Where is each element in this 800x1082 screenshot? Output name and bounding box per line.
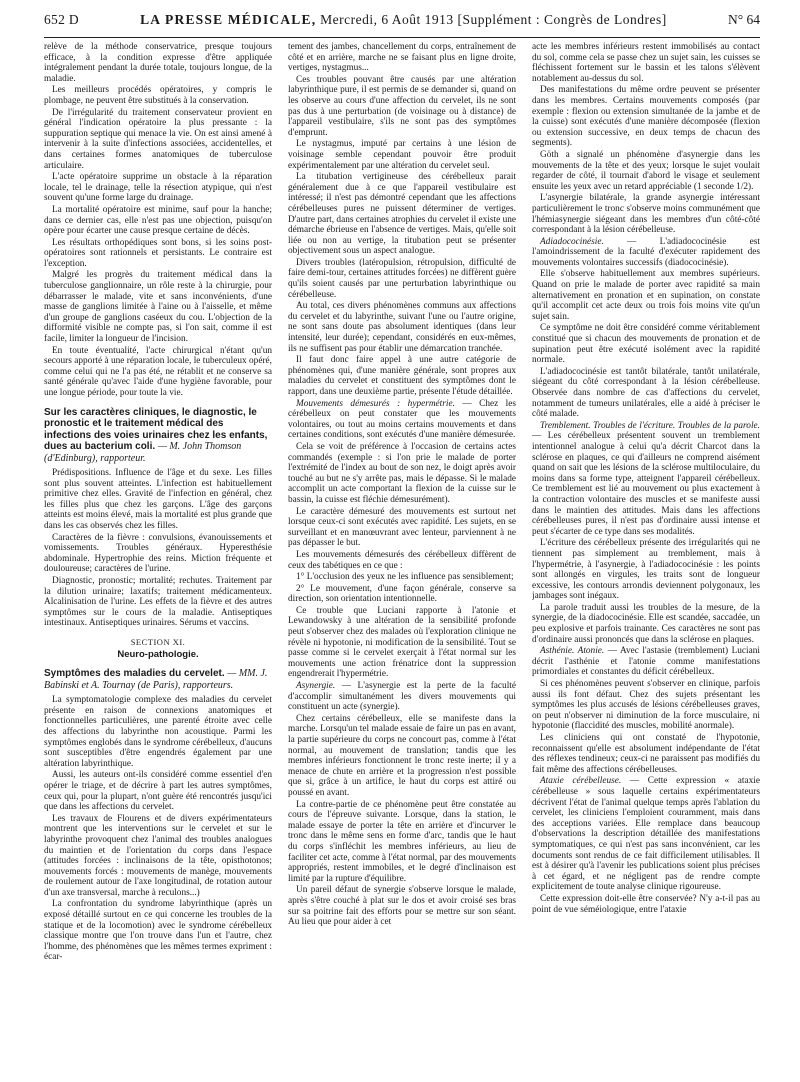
paragraph: 2° Le mouvement, d'une façon générale, conserve sa direction, son orientation intentionnelle. bbox=[288, 583, 516, 605]
paragraph: Ce trouble que Luciani rapporte à l'atonie et Lewandowsky à une altération de la sensibilité profonde peut s'observer chez des malades où l'exploration clinique ne révèle ni hypotonie, ni modification de la sensibilité. Tout se passe comme si le cervelet exerçait à l'état normal sur les mouvements une action frénatrice dont la suppression engendrerait l'hypermétrie. bbox=[288, 605, 516, 680]
paragraph: Les travaux de Flourens et de divers expérimentateurs montrent que les interventions sur le cervelet et sur le labyrinthe provoquent chez l'animal des troubles analogues du maintien et de l'orientation du corps dans l'espace (attitudes forcées : inclinaisons de la tête, opisthotonos; mouvements forcés : mouvements de manège, mouvements de roulement autour de l'axe longitudinal, de rotation autour d'un axe transversal, marche à reculons...) bbox=[44, 813, 272, 898]
paragraph: Un pareil défaut de synergie s'observe lorsque le malade, après s'être couché à plat sur le dos et avoir croisé ses bras sur sa poitrine fait des efforts pour se mettre sur son séant. Au lieu que pour aider à cet bbox=[288, 885, 516, 928]
paragraph: L'écriture des cérébelleux présente des irrégularités qui ne tiennent pas simplement au tremblement, mais à l'hypermétrie, à l'asynergie, à l'adiadococinésie : les points sont allongés en virgules, les traits sont de longueur excessive, les contours arrondis deviennent polygonaux, les jambages sont inégaux. bbox=[532, 538, 760, 602]
paragraph bbox=[288, 399, 516, 441]
paragraph bbox=[532, 421, 760, 538]
journal-name: LA PRESSE MÉDICALE, bbox=[140, 12, 317, 27]
paragraph: Elle s'observe habituellement aux membres supérieurs. Quand on prie le malade de porter avec rapidité sa main alternativement en pronation et en supination, on constate qu'il accomplit cet acte deux ou trois fois moins vite qu'un sujet sain. bbox=[532, 269, 760, 322]
issue-number: N° 64 bbox=[727, 12, 760, 27]
paragraph: Divers troubles (latéropulsion, rétropulsion, difficulté de faire demi-tour, certaines attitudes forcées) ne diffèrent guère qu'ils soient causés par une perturbation labyrinthique ou cérébelleuse. bbox=[288, 257, 516, 300]
paragraph: L'asynergie bilatérale, la grande asynergie intéressant particulièrement le tronc s'observe moins communément que l'hémiasynergie siégeant dans les membres d'un côté-côté correspondant à la lésion cérébelleuse. bbox=[532, 193, 760, 236]
paragraph: La parole traduit aussi les troubles de la mesure, de la synergie, de la diadococinésie. Elle est scandée, saccadée, un peu explosive et parfois trainante. Ces caractères ne sont pas d'ordinaire aussi prononcés que dans la sclérose en plaques. bbox=[532, 602, 760, 645]
paragraph: Ce symptôme ne doit être considéré comme véritablement constitué que si chacun des mouvements de pronation et de supination peut être exécuté isolément avec la rapidité normale. bbox=[532, 323, 760, 366]
article-heading bbox=[44, 668, 272, 691]
paragraph-text: — Cette expression « ataxie cérébelleuse » sous laquelle certains expérimentateurs décrivent l'état de l'animal quelque temps après l'ablation du cervelet, les cliniciens l'emploient couramment, mais dans des acceptions variées. Elle remplace dans beaucoup d'observations la description détaillée des manifestations symptomatiques, ce qui n'est pas sans inconvénient, car les documents sont rendus de ce fait difficilement utilisables. Il est à désirer qu'à l'avenir les publications soient plus précises à cet égard, et ne négligent pas de rendre compte explicitement de toute analyse clinique rigoureuse. bbox=[532, 776, 760, 893]
paragraph: Les résultats orthopédiques sont bons, si les soins post-opératoires sont rationnels et persistants. Le contraire est l'exception. bbox=[44, 237, 272, 269]
paragraph: Cela se voit de préférence à l'occasion de certains actes commandés (exemple : si l'on prie le malade de porter l'extrémité de l'index au bout de son nez, le doigt après avoir touché au but ne s'y arrête pas, mais le dépasse. Si le malade accomplit un acte comportant la flexion de la cuisse sur le bassin, la cuisse est fléchie démesurément). bbox=[288, 441, 516, 505]
paragraph: Diagnostic, pronostic; mortalité; rechutes. Traitement par la dilution urinaire; laxatifs; traitement médicamenteux. Alcalinisation de l'urine. Les effets de la fièvre et des autres symptômes sur le cours de la maladie. Antiseptiques intestinaux. Antiseptiques urinaires. Sérums et vaccins. bbox=[44, 576, 272, 629]
paragraph-text: — Les cérébelleux présentent souvent un tremblement intentionnel analogue à celui qu'a décrit Charcot dans la sclérose en plaques, ce qui d'ailleurs ne comprend aisément quand on sait que les lésions de la sclérose multiloculaire, du moins dans sa forme type, atteignent l'appareil cérébelleux. Ce tremblement est lié au mouvement ou plus exactement à la contraction volontaire des muscles et se manifeste aussi dans le maintien des attitudes. Mais dans les affections cérébelleuses pures, il n'est pas d'ordinaire aussi intense et peut s'écarter de ce type dans ses modalités. bbox=[532, 431, 760, 537]
paragraph: Caractères de la fièvre : convulsions, évanouissements et vomissements. Troubles généraux. Hyperesthésie abdominale. Hypertrophie des reins. Miction fréquente et douloureuse; caractères de l'urine. bbox=[44, 532, 272, 575]
paragraph-text: — L'adiadococinésie est l'amoindrissement de la faculté d'exécuter rapidement des mouvements volontaires successifs (diadococinésie). bbox=[532, 236, 760, 268]
paragraph: Chez certains cérébelleux, elle se manifeste dans la marche. Lorsqu'un tel malade essaie de faire un pas en avant, la partie supérieure du corps ne concourt pas, comme à l'état normal, au mouvement de translation; tandis que les membres inférieurs fonctionnent le tronc reste inerte; il y a menace de chute en arrière et la progression n'est possible que si, grâce à un artifice, le haut du corps est attiré ou poussé en avant. bbox=[288, 713, 516, 798]
column-1 bbox=[44, 42, 272, 1074]
article-columns bbox=[44, 42, 760, 1074]
paragraph: La contre-partie de ce phénomène peut être constatée au cours de l'épreuve suivante. Lorsque, dans la station, le malade essaye de porter la tête en arrière et d'incurver le tronc dans le même sens en forme d'arc, tandis que le haut du corps s'infléchit les membres inférieurs, au lieu de faciliter cet acte, comme à l'état normal, par des mouvements appropriés, restent immobiles, et le degré d'inclinaison est limité par la rupture d'équilibre. bbox=[288, 799, 516, 884]
paragraph bbox=[532, 646, 760, 678]
paragraph bbox=[532, 776, 760, 893]
paragraph: La mortalité opératoire est minime, sauf pour la hanche; dans ce dernier cas, elle n'est pas une objection, puisqu'on opère pour écarter une cause presque certaine de décès. bbox=[44, 204, 272, 237]
subheading: Asynergie. bbox=[296, 681, 336, 692]
subheading: Tremblement. Troubles de l'écriture. Troubles de la parole. bbox=[540, 420, 760, 431]
subheading: Mouvements démesurés : hypermétrie. bbox=[296, 398, 455, 409]
paragraph-text: — L'asynergie est la perte de la faculté d'accomplir simultanément les divers mouvements qui constituent un acte (synergie). bbox=[288, 681, 516, 713]
paragraph: 1° L'occlusion des yeux ne les influence pas sensiblement; bbox=[296, 572, 514, 583]
paragraph: Göth a signalé un phénomène d'asynergie dans les mouvements de la tête et des yeux; lorsque le sujet voulait regarder de côté, il tournait d'abord le visage et seulement ensuite les yeux avec un retard appréciable (1 seconde 1/2). bbox=[532, 149, 760, 192]
paragraph: Les mouvements démesurés des cérébelleux diffèrent de ceux des tabétiques en ce que : bbox=[288, 549, 516, 571]
paragraph: En toute éventualité, l'acte chirurgical n'étant qu'un secours apporté à une réparation locale, le tuberculeux opéré, comme celui qui ne l'a pas été, ne rétablit et ne conserve sa santé générale qu'avec l'aide d'une hygiène favorable, pour une longue période, pour toute la vie. bbox=[44, 345, 272, 398]
column-3 bbox=[532, 42, 760, 1074]
paragraph: Les cliniciens qui ont constaté de l'hypotonie, reconnaissent qu'elle est absolument indépendante de l'état des réflexes tendineux; ceux-ci ne paraissent pas modifiés du fait même des affections cérébelleuses. bbox=[532, 733, 760, 775]
page-header bbox=[44, 12, 760, 38]
paragraph: La confrontation du syndrome labyrinthique (après un exposé détaillé surtout en ce qui concerne les troubles de la statique et de la locomotion) avec le syndrome cérébelleux classique montre que l'on trouve dans l'un et l'autre, chez l'homme, des phénomènes que les mêmes termes expriment : écar- bbox=[44, 899, 272, 963]
article-heading bbox=[44, 407, 272, 465]
article-title: Sur les caractères cliniques, le diagnostic, le pronostic et le traitement médical des infections des voies urinaires chez les enfants, dues au bacterium coli. bbox=[44, 406, 268, 453]
supplement-label: [Supplément : Congrès de Londres] bbox=[457, 12, 667, 27]
paragraph: tement des jambes, chancellement du corps, entraînement de côté et en arrière, marche ne se faisant plus en ligne droite, vertiges, nystagmus... bbox=[288, 42, 516, 74]
section-number: SECTION XI. bbox=[130, 637, 186, 647]
article-author: — M. John Thomson (d'Edinburg), rapporteur. bbox=[44, 441, 242, 464]
subheading: Asthénie. Atonie. bbox=[540, 646, 605, 657]
paragraph bbox=[288, 681, 516, 713]
column-2 bbox=[288, 42, 516, 1074]
paragraph: Le caractère démesuré des mouvements est surtout net lorsque ceux-ci sont exécutés avec rapidité. Les sujets, en se surveillant et en manœuvrant avec lenteur, parviennent à ne pas dépasser le but. bbox=[288, 506, 516, 549]
paragraph: relève de la méthode conservatrice, presque toujours efficace, à la condition expresse d'être appliquée intégralement pendant la durée totale, toujours longue, de la maladie. bbox=[44, 42, 272, 84]
paragraph: L'acte opératoire supprime un obstacle à la réparation locale, tel le drainage, telle la résection atypique, qui n'est souvent qu'une forme large du drainage. bbox=[44, 172, 272, 204]
page-number: 652 D bbox=[44, 12, 79, 27]
paragraph: Si ces phénomènes peuvent s'observer en clinique, parfois aussi ils font défaut. Chez des sujets présentant les symptômes les plus accusés de lésions cérébelleuses graves, on peut n'observer ni diminution de la force musculaire, ni hypotonie (flaccidité des muscles, mobilité anormale). bbox=[532, 679, 760, 732]
paragraph: Les meilleurs procédés opératoires, y compris le plombage, ne peuvent être substitués à la conservation. bbox=[44, 85, 272, 106]
paragraph: Au total, ces divers phénomènes communs aux affections du cervelet et du labyrinthe, suivant l'une ou l'autre origine, ne sont sans doute pas absolument identiques (dans leur intensité, leur durée); cependant, considérés en eux-mêmes, ils ne suffisent pas pour établir une démarcation tranchée. bbox=[288, 301, 516, 354]
paragraph: Cette expression doit-elle être conservée? N'y a-t-il pas au point de vue séméiologique, entre l'ataxie bbox=[532, 893, 760, 915]
paragraph: La titubation vertigineuse des cérébelleux parait généralement due à ce que l'appareil vestibulaire est intéressé; il n'est pas démontré cependant que les affections cérébelleuses pures ne puissent déterminer de vertiges. D'autre part, dans certaines atrophies du cervelet il existe une démarche ébrieuse en l'absence de vertiges. Mais, qu'elle soit liée ou non au vertige, la titubation peut se présenter objectivement sous un aspect analogue. bbox=[288, 172, 516, 257]
article-author: — MM. J. Babinski et A. Tournay (de Paris), rapporteurs. bbox=[44, 668, 268, 691]
section-title: Neuro-pathologie. bbox=[117, 648, 199, 660]
paragraph: De l'irrégularité du traitement conservateur provient en général l'indication opératoire la plus pressante : la suppuration septique qui menace la vie. On est ainsi amené à intervenir à la suite d'infections associées, accidentelles, et dans certaines formes anatomiques de tuberculose articulaire. bbox=[44, 107, 272, 171]
paragraph: Ces troubles pouvant être causés par une altération labyrinthique pure, il est permis de se demander si, quand on les observe au cours d'une affection du cervelet, ils ne sont pas dus à une perturbation (de voisinage ou à distance) de l'appareil vestibulaire, s'ils ne sont pas des symptômes d'emprunt. bbox=[288, 74, 516, 138]
running-title bbox=[140, 12, 667, 28]
paragraph: La symptomatologie complexe des maladies du cervelet présente en raison de connexions anatomiques et fonctionnelles particulières, une parenté étroite avec celle des affections du labyrinthe non acoustique. Parmi les symptômes englobés dans le syndrome cérébelleux, d'aucuns sont susceptibles d'être engendrés également par une altération labyrinthique. bbox=[44, 695, 272, 769]
paragraph: Il faut donc faire appel à une autre catégorie de phénomènes qui, d'une manière générale, sont propres aux maladies du cervelet et constituent des symptômes dont le rapport, dans une deuxième partie, présente l'étude détaillée. bbox=[288, 355, 516, 397]
article-title: Symptômes des maladies du cervelet. bbox=[44, 668, 225, 680]
paragraph: acte les membres inférieurs restent immobilisés au contact du sol, comme cela se passe chez un sujet sain, les cuisses se fléchissent fortement sur le bassin et les talons s'élèvent notablement au-dessus du sol. bbox=[532, 42, 760, 84]
subheading: Ataxie cérébelleuse. bbox=[540, 776, 622, 787]
subheading: Adiadococinésie. bbox=[540, 236, 604, 247]
paragraph: Prédispositions. Influence de l'âge et du sexe. Les filles sont plus souvent atteintes. L'infection est habituellement primitive chez elles. Gravité de l'infection en général, chez les filles plus que chez les garçons. L'âge des garçons atteints est moins élevé, mais la mortalité est plus grande que dans les cas observés chez les filles. bbox=[44, 468, 272, 532]
paragraph-text: — Avec l'astasie (tremblement) Luciani décrit l'asthénie et l'atonie comme manifestations primordiales et constantes du déficit cérébelleux. bbox=[532, 646, 760, 678]
issue-date: Mercredi, 6 Août 1913 bbox=[320, 12, 454, 27]
paragraph: Le nystagmus, imputé par certains à une lésion de voisinage semble cependant pouvoir être produit expérimentalement par une altération du cervelet seul. bbox=[288, 139, 516, 171]
paragraph bbox=[532, 237, 760, 269]
paragraph: L'adiadococinésie est tantôt bilatérale, tantôt unilatérale, siégeant du côté correspondant à la lésion cérébelleuse. Observée dans nombre de cas d'affections du cervelet, notamment de tumeurs unilatérales, elle a aidé à préciser le côté malade. bbox=[532, 366, 760, 420]
paragraph: Malgré les progrès du traitement médical dans la tuberculose ganglionnaire, un rôle reste à la chirurgie, pour débarrasser le malade, vite et sans inconvénients, d'une masse de ganglions limitée à l'aine ou à l'aisselle, et même d'un groupe de ganglions caséeux du cou. L'objection de la difformité visible ne compte pas, si l'on sait, comme il est facile, limiter la longueur de l'incision. bbox=[44, 270, 272, 345]
paragraph: Des manifestations du même ordre peuvent se présenter dans les membres. Certains mouvements composés (par exemple : flexion ou extension simultanée de la jambe et de la cuisse) sont exécutés d'une manière décomposée (flexion ou extension successive, en deux temps de chacun des segments). bbox=[532, 85, 760, 149]
paragraph-text: — Chez les cérébelleux on peut constater que les mouvements volontaires, ou tout au moins certains mouvements et dans certaines conditions, sont exécutés d'une manière démesurée. bbox=[288, 398, 516, 441]
paragraph: Aussi, les auteurs ont-ils considéré comme essentiel d'en opérer le triage, et de décrire à part les autres symptômes, ceux qui, pour la plupart, n'ont guère été rencontrés jusqu'ici que dans les affections du cervelet. bbox=[44, 770, 272, 813]
